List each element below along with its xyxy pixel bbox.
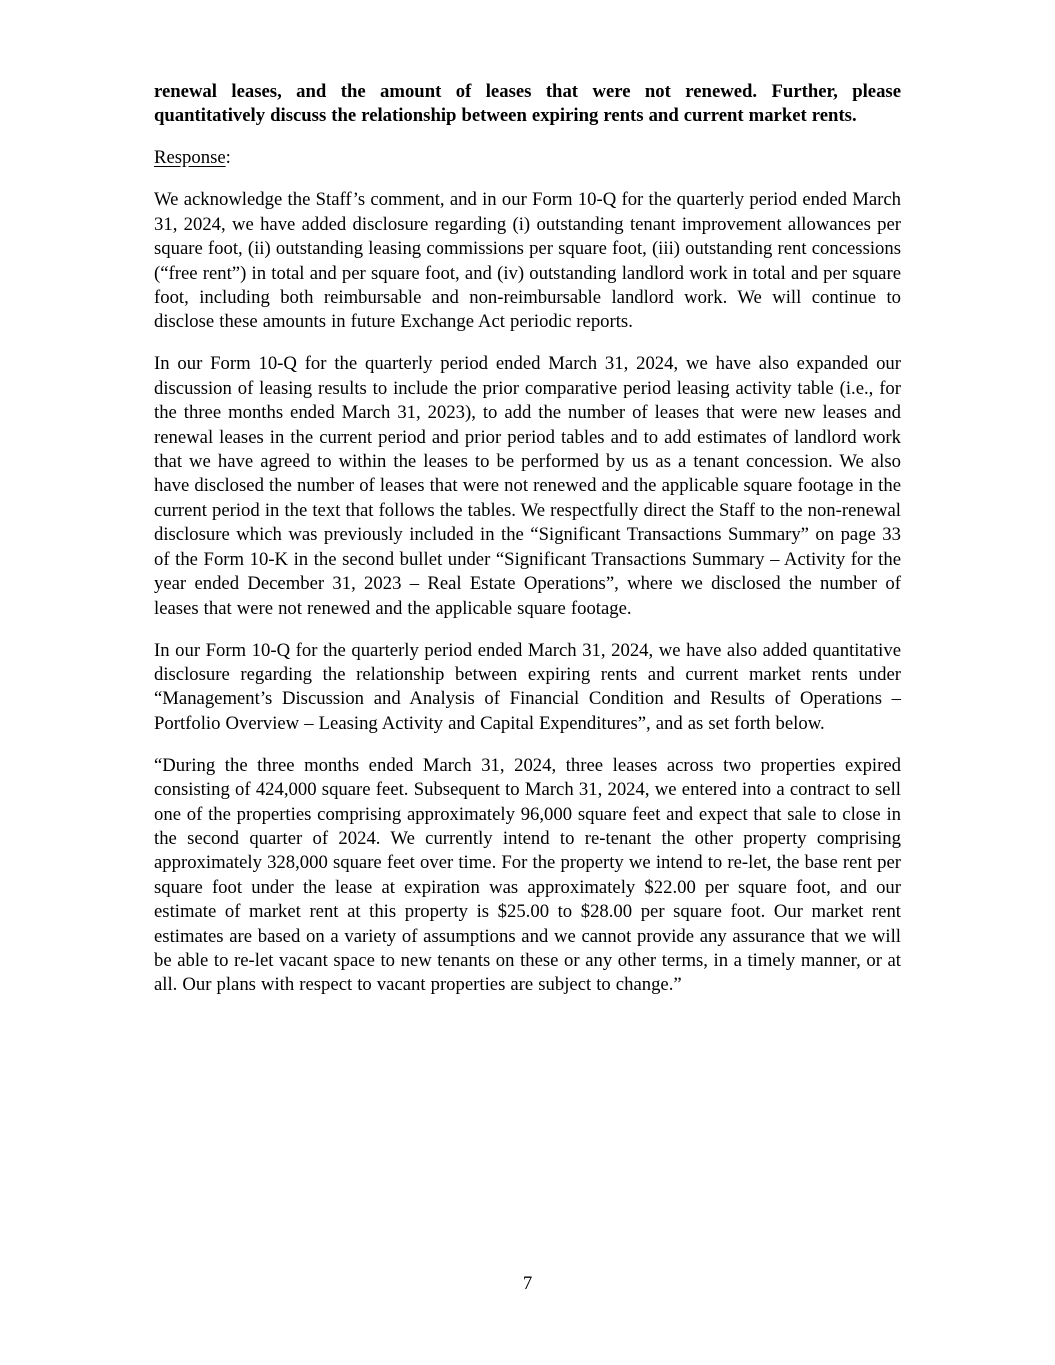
response-paragraph-1: We acknowledge the Staff’s comment, and in our Form 10-Q for the quarterly period ended March 31, 2024, we have added disclosure regarding (i) outstanding tenant improvement allowances per square foot, (ii) outstanding leasing commissions per square foot, (iii) outstanding rent concessions (“free rent”) in total and per square foot, and (iv) outstanding landlord work in total and per square foot, including both reimbursable and non-reimbursable landlord work. We will continue to disclose these amounts in future Exchange Act periodic reports. — [154, 189, 901, 333]
page-number: 7 — [522, 1273, 533, 1294]
staff-comment-excerpt: renewal leases, and the amount of leases that were not renewed. Further, please quantitatively discuss the relationship between expiring rents and current market rents. — [154, 81, 901, 127]
response-label: Response — [154, 147, 226, 169]
response-paragraph-4-quoted-disclosure: “During the three months ended March 31, 2024, three leases across two properties expired consisting of 424,000 square feet. Subsequent to March 31, 2024, we entered into a contract to sell one of the properties comprising approximately 96,000 square feet and expect that sale to close in the second quarter of 2024. We currently intend to re-tenant the other property comprising approximately 328,000 square feet over time. For the property we intend to re-let, the base rent per square foot under the lease at expiration was approximately $22.00 per square foot, and our estimate of market rent at this property is $25.00 to $28.00 per square foot. Our market rent estimates are based on a variety of assumptions and we cannot provide any assurance that we will be able to re-let vacant space to new tenants on these or any other terms, in a timely manner, or at all. Our plans with respect to vacant properties are subject to change.” — [154, 754, 901, 996]
response-paragraph-2: In our Form 10-Q for the quarterly period ended March 31, 2024, we have also expanded our discussion of leasing results to include the prior comparative period leasing activity table (i.e., for the three months ended March 31, 2023), to add the number of leases that were new leases and renewal leases in the current period and prior period tables and to add estimates of landlord work that we have agreed to within the leases to be performed by us as a tenant concession. We also have disclosed the number of leases that were not renewed and the applicable square footage in the current period in the text that follows the tables. We respectfully direct the Staff to the non-renewal disclosure which was previously included in the “Significant Transactions Summary” on page 33 of the Form 10-K in the second bullet under “Significant Transactions Summary – Activity for the year ended December 31, 2023 – Real Estate Operations”, where we disclosed the number of leases that were not renewed and the applicable square footage. — [154, 353, 901, 619]
letter-body — [154, 80, 901, 1015]
response-colon: : — [225, 147, 231, 169]
response-heading — [154, 146, 901, 170]
response-paragraph-3: In our Form 10-Q for the quarterly period ended March 31, 2024, we have also added quantitative disclosure regarding the relationship between expiring rents and current market rents under “Management’s Discussion and Analysis of Financial Condition and Results of Operations – Portfolio Overview – Leasing Activity and Capital Expenditures”, and as set forth below. — [154, 639, 901, 734]
